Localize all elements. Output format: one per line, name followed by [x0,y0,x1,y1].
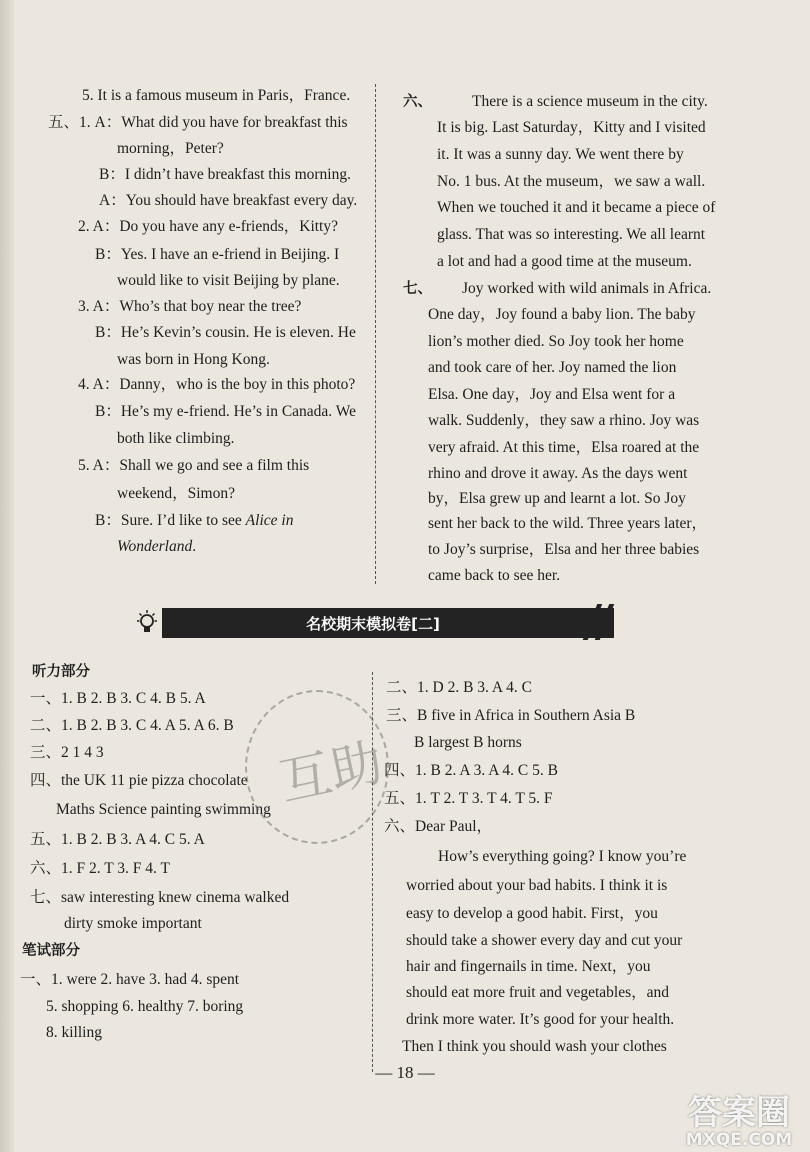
essay-line: drink more water. It’s good for your health. [406,1011,675,1028]
answer-line: 三、2 1 4 3 [30,744,104,761]
text-line: rhino and drove it away. As the days went [428,465,688,482]
text-span: B：Sure. I’d like to see [95,512,242,529]
section-heading: 听力部分 [32,664,90,680]
text-line: came back to see her. [428,567,561,584]
text-line: B：I didn’t have breakfast this morning. [99,166,351,183]
text-span: . [192,538,197,555]
book-title: Wonderland [117,538,193,555]
text-line: 2. A：Do you have any e-friends，Kitty? [78,218,338,235]
text-line: 5. A：Shall we go and see a film this [78,457,310,474]
answer-line: Maths Science painting swimming [56,801,271,818]
answer-line: dirty smoke important [64,915,202,932]
stamp-text: 互助 [274,732,389,814]
answer-line: 5. shopping 6. healthy 7. boring [46,998,244,1015]
text-line [117,537,196,557]
text-line: it. It was a sunny day. We went there by [437,146,684,163]
answer-line: 七、saw interesting knew cinema walked [30,889,290,906]
text-line: It is big. Last Saturday，Kitty and I visited [437,119,706,136]
watermark-logo [672,1085,806,1150]
essay-line: How’s everything going? I know you’re [438,848,687,865]
section-marker: 七、 [403,281,432,297]
text-line: was born in Hong Kong. [117,351,270,368]
text-line: A：You should have breakfast every day. [99,192,358,209]
lightbulb-icon [132,608,162,638]
book-title: Alice in [245,512,294,529]
text-line: 4. A：Danny，who is the boy in this photo? [78,376,356,393]
text-line: B：Yes. I have an e-friend in Beijing. I [95,246,340,263]
answer-line: 六、1. F 2. T 3. F 4. T [30,860,170,877]
text-line: Joy worked with wild animals in Africa. [462,280,712,297]
answer-line: 六、Dear Paul， [384,818,493,835]
text-line: One day，Joy found a baby lion. The baby [428,306,696,323]
text-line: both like climbing. [117,430,235,447]
answer-line: B largest B horns [414,734,522,751]
column-divider [375,84,376,584]
text-line: B：He’s my e-friend. He’s in Canada. We [95,403,357,420]
essay-line: should eat more fruit and vegetables，and [406,984,669,1001]
section-banner [132,608,614,638]
banner-title: 名校期末模拟卷[二] [306,615,440,633]
answer-line: 一、1. were 2. have 3. had 4. spent [20,971,240,988]
watermark-title: 答案圈 [688,1093,790,1133]
text-line: lion’s mother died. So Joy took her home [428,333,684,350]
text-line: When we touched it and it became a piece of [437,199,716,216]
essay-line: should take a shower every day and cut your [406,932,683,949]
essay-line: hair and fingernails in time. Next，you [406,958,651,975]
answer-line: 五、1. T 2. T 3. T 4. T 5. F [384,790,553,807]
text-line: weekend，Simon? [117,485,235,502]
essay-line: easy to develop a good habit. First，you [406,905,658,922]
answer-line: 二、1. D 2. B 3. A 4. C [386,679,532,696]
answer-line: 五、1. B 2. B 3. A 4. C 5. A [30,831,205,848]
text-line: 5. It is a famous museum in Paris，France. [82,87,351,104]
page-edge [0,0,14,1152]
text-line: sent her back to the wild. Three years later， [428,515,708,532]
text-line: 3. A：Who’s that boy near the tree? [78,298,302,315]
text-line: a lot and had a good time at the museum. [437,253,692,270]
answer-line: 8. killing [46,1024,102,1041]
page-number: — 18 — [375,1063,435,1082]
text-line: glass. That was so interesting. We all learnt [437,226,706,243]
section-marker: 六、 [403,94,432,110]
text-line: very afraid. At this time，Elsa roared at the [428,439,700,456]
essay-line: worried about your bad habits. I think it is [406,877,668,894]
watermark-url: MXQE.COM [685,1130,793,1150]
text-line: by，Elsa grew up and learnt a lot. So Joy [428,490,686,507]
text-line: to Joy’s surprise，Elsa and her three babies [428,541,700,558]
answer-line: 二、1. B 2. B 3. C 4. A 5. A 6. B [30,717,234,734]
text-line: There is a science museum in the city. [472,93,708,110]
text-line: walk. Suddenly，they saw a rhino. Joy was [428,412,700,429]
text-line: 五、1. A：What did you have for breakfast this [48,114,348,131]
text-line: morning，Peter? [117,140,224,157]
text-line: No. 1 bus. At the museum，we saw a wall. [437,173,706,190]
text-line: and took care of her. Joy named the lion [428,359,677,376]
answer-line: 四、the UK 11 pie pizza chocolate [30,772,248,789]
essay-line: Then I think you should wash your clothes [402,1038,667,1055]
answer-line: 四、1. B 2. A 3. A 4. C 5. B [384,762,558,779]
text-line: would like to visit Beijing by plane. [117,272,340,289]
text-line: B：He’s Kevin’s cousin. He is eleven. He [95,324,356,341]
section-heading: 笔试部分 [22,943,80,959]
text-line [95,511,293,531]
answer-line: 三、B five in Africa in Southern Asia B [386,707,636,724]
answer-line: 一、1. B 2. B 3. C 4. B 5. A [30,690,206,707]
text-line: Elsa. One day，Joy and Elsa went for a [428,386,676,403]
